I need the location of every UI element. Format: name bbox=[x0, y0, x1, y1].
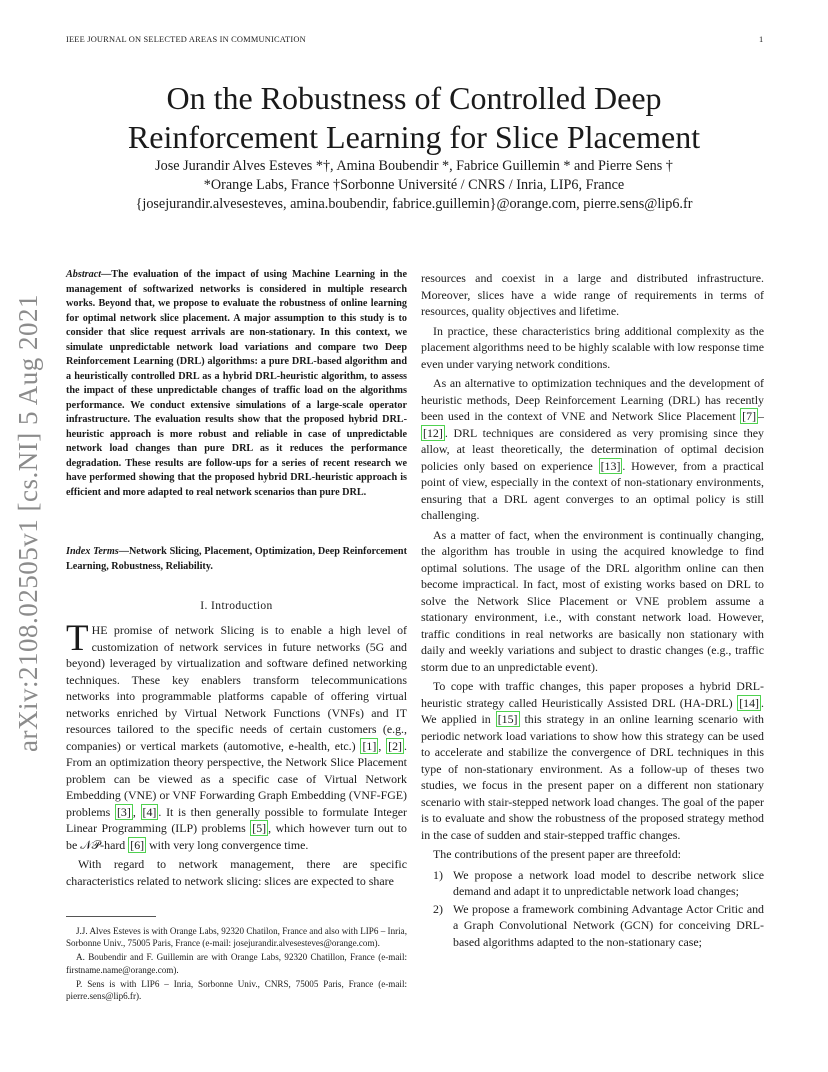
list-item bbox=[421, 867, 764, 900]
paragraph bbox=[421, 375, 764, 524]
citation-link[interactable]: [1] bbox=[362, 738, 377, 753]
citation-link[interactable]: [14] bbox=[739, 695, 760, 710]
intro-left-column bbox=[66, 618, 408, 889]
paragraph: As a matter of fact, when the environment is continually changing, the algorithm has trouble in using the acquired knowledge to find optimal solutions. The usage of the DRL algorithm online can then become impractical. In fact, most of existing works based on DRL to solve the Network Slice Placement or VNE problem assume a stationary environment, i.e., with constant network load. However, traffic conditions in real networks are basically non stationary with daily and weekly variations and subject to drastic changes (e.g., traffic storm due to an unpredictable event). bbox=[421, 527, 764, 674]
author-emails: {josejurandir.alvesesteves, amina.boubendir, fabrice.guillemin}@orange.com, pierre.sens@lip6.fr bbox=[135, 196, 693, 212]
intro-text: HE promise of network Slicing is to enable a high level of customization of network services in future networks (5G and beyond) leveraged by virtualization and software defined networking techniques. These key enablers transform telecommunications networks into programmable platforms capable of offering virtual networks enriched by Virtual Network Functions (VNFs) and IT resources tailored to the specific needs of certain customers (e.g., companies) or vertical markets (automotive, e-health, etc.) bbox=[66, 623, 407, 753]
paragraph: The contributions of the present paper are threefold: bbox=[433, 847, 681, 861]
paragraph: In practice, these characteristics bring additional complexity as the placement algorithms need to be highly scalable with low response time even under varying network conditions. bbox=[421, 323, 764, 371]
footnote-rule bbox=[66, 916, 156, 917]
page-number: 1 bbox=[759, 35, 764, 44]
drop-cap: T bbox=[66, 618, 89, 659]
author-list: Jose Jurandir Alves Esteves *†, Amina Boubendir *, Fabrice Guillemin * and Pierre Sens † bbox=[155, 158, 673, 174]
intro-text: . It is then generally possible to formulate Integer Linear Programming (ILP) problems bbox=[66, 804, 408, 835]
right-column bbox=[421, 270, 764, 951]
citation-link[interactable]: [7] bbox=[742, 409, 757, 423]
citation-link[interactable]: [13] bbox=[600, 458, 621, 473]
intro-paragraph-2: With regard to network management, there are specific characteristics related to network slicing: slices are expected to share bbox=[66, 857, 407, 888]
list-number: 1) bbox=[433, 867, 443, 882]
affiliations: *Orange Labs, France †Sorbonne Université / CNRS / Inria, LIP6, France bbox=[203, 177, 625, 193]
arxiv-stamp: arXiv:2108.02505v1 [cs.NI] 5 Aug 2021 bbox=[13, 294, 43, 752]
body-text: . However, from a practical point of view, especially in the context of non-stationary environments, ensuring that a DRL agent converges to an optimal policy is still challenging. bbox=[421, 458, 764, 522]
citation-link[interactable]: [2] bbox=[388, 738, 403, 753]
intro-text: , which however turn out to be 𝒩𝒫-hard bbox=[66, 821, 407, 852]
body-text: . We applied in bbox=[421, 695, 764, 726]
list-number: 2) bbox=[433, 901, 443, 916]
separator: , bbox=[132, 804, 141, 819]
running-header: IEEE JOURNAL ON SELECTED AREAS IN COMMUNICATION bbox=[66, 35, 306, 44]
section-heading: I. Introduction bbox=[200, 600, 273, 612]
intro-text: . From an optimization theory perspective, the Network Slice Placement problem can be viewed as a specific case of Virtual Network Embedding (VNE) or VNF Forwarding Graph Embedding (VNF-FGE) problems bbox=[66, 738, 407, 819]
body-text: this strategy in an online learning scenario with periodic network load variations to show how this strategy can be used to accelerate and stabilize the convergence of DRL techniques in this type of non-stationary environment. As a follow-up of theses two studies, we focus in the present paper on a different non stationary scenario with stair-stepped network load changes. The goal of the paper is to evaluate and show the robustness of the proposed strategy method in the case of sudden and stair-stepped traffic changes. bbox=[421, 712, 764, 842]
footnotes bbox=[66, 925, 407, 1004]
citation-link[interactable]: [4] bbox=[142, 804, 157, 819]
separator: – bbox=[758, 409, 764, 423]
list-item-text: We propose a framework combining Advantage Actor Critic and a Graph Convolutional Network (GCN) for conceiving DRL-based algorithms adapted to the non-stationary case; bbox=[453, 901, 764, 949]
citation-link[interactable]: [3] bbox=[116, 804, 131, 819]
abstract-label: Abstract bbox=[66, 269, 102, 280]
contributions-list bbox=[421, 867, 764, 951]
body-text: To cope with traffic changes, this paper proposes a hybrid DRL-heuristic strategy called Heuristically Assisted DRL (HA-DRL) bbox=[421, 679, 764, 710]
body-text: . DRL techniques are considered as very promising since they allow, at least theoretically, the determination of optimal decision policies only based on experience bbox=[421, 425, 764, 473]
citation-link[interactable]: [15] bbox=[497, 712, 518, 726]
intro-text: with very long convergence time. bbox=[146, 837, 309, 852]
citation-link[interactable]: [12] bbox=[423, 425, 443, 440]
footnote: P. Sens is with LIP6 – Inria, Sorbonne Univ., CNRS, 75005 Paris, France (e-mail: pierre.sens@lip6.fr). bbox=[66, 978, 407, 1002]
abstract-text: —The evaluation of the impact of using Machine Learning in the management of softwarized networks is considered in multiple research works. Beyond that, we propose to evaluate the robustness of online learning for optimal network slice placement. A major assumption to this study is to consider that slice request arrivals are non-stationary. In this context, we simulate unpredictable network load variations and compare two Deep Reinforcement Learning (DRL) algorithms: a pure DRL-based algorithm and a heuristically controlled DRL as a hybrid DRL-heuristic algorithm, to assess the impact of these unpredictable changes of traffic load on the algorithms performance. We conduct extensive simulations of a large-scale operator infrastructure. The evaluation results show that the proposed hybrid DRL-heuristic approach is more robust and reliable in case of unpredictable network load changes than pure DRL as it reduces the performance degradation. These results are follow-ups for a series of recent research we have performed showing that the proposed hybrid DRL-heuristic approach is efficient and more adapted to real network scenarios than pure DRL. bbox=[66, 269, 407, 498]
abstract bbox=[66, 268, 407, 500]
title-line-2: Reinforcement Learning for Slice Placement bbox=[127, 119, 701, 155]
index-terms bbox=[66, 545, 407, 574]
footnote: A. Boubendir and F. Guillemin are with Orange Labs, 92320 Chatillon, France (e-mail: firstname.name@orange.com). bbox=[66, 952, 407, 975]
list-item bbox=[421, 901, 764, 951]
paragraph bbox=[421, 678, 764, 843]
list-item-text: We propose a network load model to describe network slice demand and adapt it to unpredictable network load changes; bbox=[453, 867, 764, 898]
paragraph: resources and coexist in a large and distributed infrastructure. Moreover, slices have a wide range of requirements in terms of resources, quality objectives and lifetime. bbox=[421, 271, 764, 318]
index-terms-label: Index Terms bbox=[66, 546, 119, 557]
intro-paragraph-1 bbox=[66, 618, 408, 853]
index-terms-text: —Network Slicing, Placement, Optimization, Deep Reinforcement Learning, Robustness, Reliability. bbox=[66, 546, 407, 572]
paper-title bbox=[0, 79, 828, 157]
title-line-1: On the Robustness of Controlled Deep bbox=[166, 80, 662, 116]
citation-link[interactable]: [6] bbox=[130, 837, 145, 852]
body-text: As an alternative to optimization techniques and the development of heuristic methods, Deep Reinforcement Learning (DRL) has recently been used in the context of VNE and Network Slice Placement bbox=[421, 376, 764, 423]
footnote: J.J. Alves Esteves is with Orange Labs, 92320 Chatilon, France and also with LIP6 – Inria, Sorbonne Univ., 75005 Paris, France (e-mail: josejurandir.alvesesteves@orange.com). bbox=[66, 926, 407, 949]
citation-link[interactable]: [5] bbox=[252, 821, 267, 835]
separator: , bbox=[378, 738, 387, 753]
